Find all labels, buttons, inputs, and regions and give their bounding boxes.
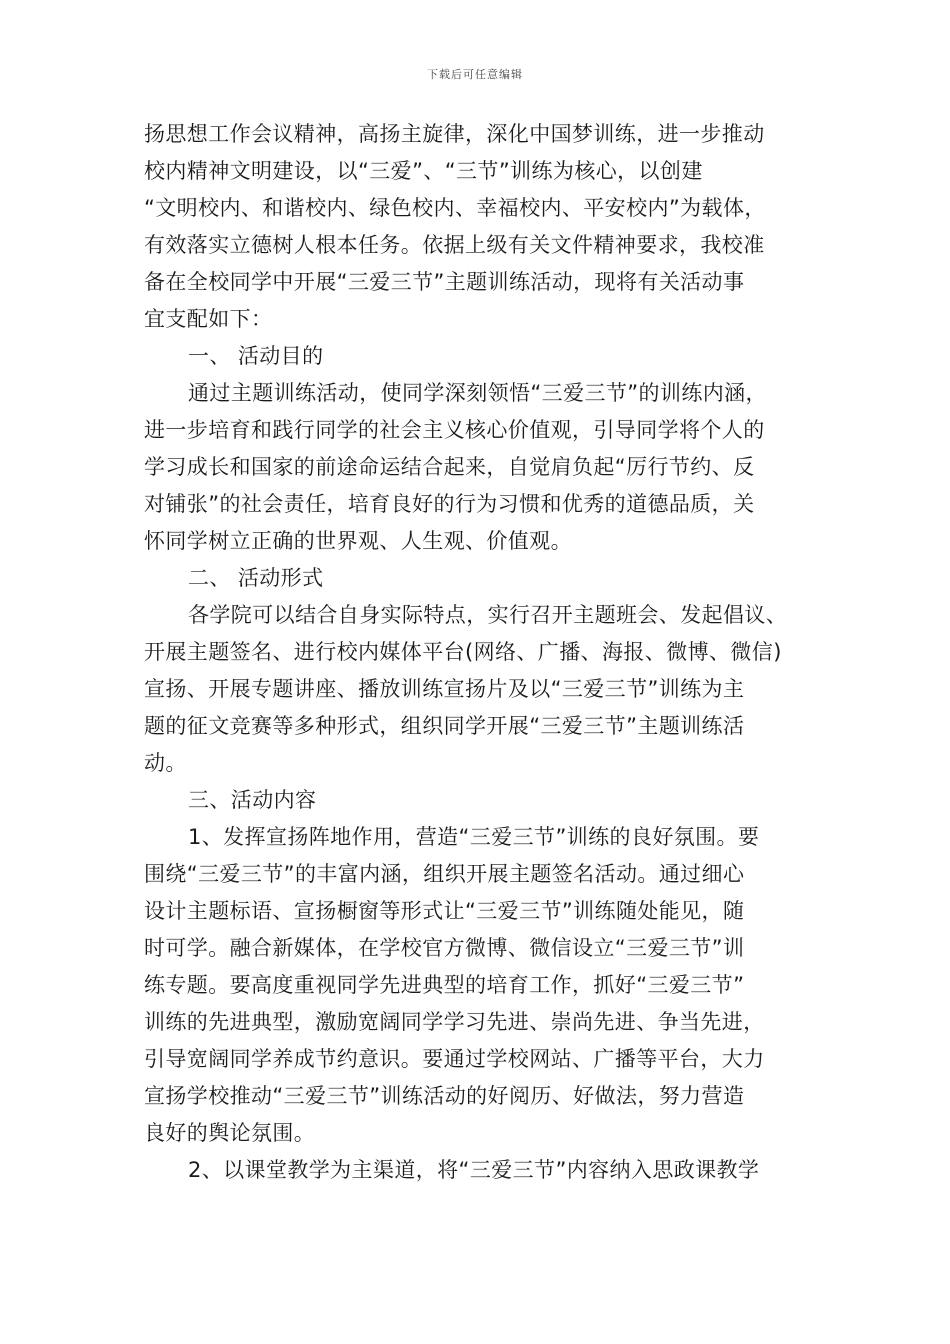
text-line: 宣扬、开展专题讲座、播放训练宣扬片及以“三爱三节”训练为主 — [144, 677, 745, 701]
text-line: 宣扬学校推动“三爱三节”训练活动的好阅历、好做法，努力营造 — [144, 1084, 745, 1108]
text-line: 宜支配如下： — [144, 307, 273, 331]
text-line: 通过主题训练活动，使同学深刻领悟“三爱三节”的训练内涵， — [188, 381, 767, 405]
text-line: 备在全校同学中开展“三爱三节”主题训练活动，现将有关活动事 — [144, 270, 745, 294]
text-line: 围绕“三爱三节”的丰富内涵，组织开展主题签名活动。通过细心 — [144, 862, 745, 886]
text-line: 训练的先进典型，激励宽阔同学学习先进、崇尚先进、争当先进， — [144, 1010, 765, 1034]
text-line: 1、发挥宣扬阵地作用，营造“三爱三节”训练的良好氛围。要 — [188, 825, 760, 849]
text-line: “文明校内、和谐校内、绿色校内、幸福校内、平安校内”为载体， — [144, 196, 766, 220]
text-line: 题的征文竞赛等多种形式，组织同学开展“三爱三节”主题训练活 — [144, 714, 745, 738]
text-line: 进一步培育和践行同学的社会主义核心价值观，引导同学将个人的 — [144, 418, 765, 442]
text-line: 有效落实立德树人根本任务。依据上级有关文件精神要求，我校准 — [144, 233, 765, 257]
text-line: 设计主题标语、宣扬橱窗等形式让“三爱三节”训练随处能见，随 — [144, 899, 745, 923]
text-line: 2、以课堂教学为主渠道，将“三爱三节”内容纳入思政课教学 — [188, 1158, 760, 1182]
page-header-note: 下载后可任意编辑 — [427, 68, 523, 81]
text-line: 时可学。融合新媒体，在学校官方微博、微信设立“三爱三节”训 — [144, 936, 745, 960]
text-line: 扬思想工作会议精神，高扬主旋律，深化中国梦训练，进一步推动 — [144, 122, 765, 146]
text-line: 良好的舆论氛围。 — [144, 1121, 316, 1145]
text-line: 校内精神文明建设，以“三爱”、“三节”训练为核心，以创建 — [144, 159, 703, 183]
text-line: 开展主题签名、进行校内媒体平台(网络、广播、海报、微博、微信) — [144, 640, 782, 664]
text-line: 练专题。要高度重视同学先进典型的培育工作，抓好“三爱三节” — [144, 973, 745, 997]
text-line: 三、活动内容 — [188, 788, 317, 812]
text-line: 对铺张”的社会责任，培育良好的行为习惯和优秀的道德品质，关 — [144, 492, 755, 516]
text-line: 一、 活动目的 — [188, 344, 324, 368]
document-body — [144, 116, 820, 1189]
text-line: 学习成长和国家的前途命运结合起来，自觉肩负起“厉行节约、反 — [144, 455, 755, 479]
text-line: 动。 — [144, 751, 187, 775]
text-line: 二、 活动形式 — [188, 566, 324, 590]
text-line: 怀同学树立正确的世界观、人生观、价值观。 — [144, 529, 572, 553]
text-line: 引导宽阔同学养成节约意识。要通过学校网站、广播等平台，大力 — [144, 1047, 765, 1071]
text-line: 各学院可以结合自身实际特点，实行召开主题班会、发起倡议、 — [188, 603, 788, 627]
